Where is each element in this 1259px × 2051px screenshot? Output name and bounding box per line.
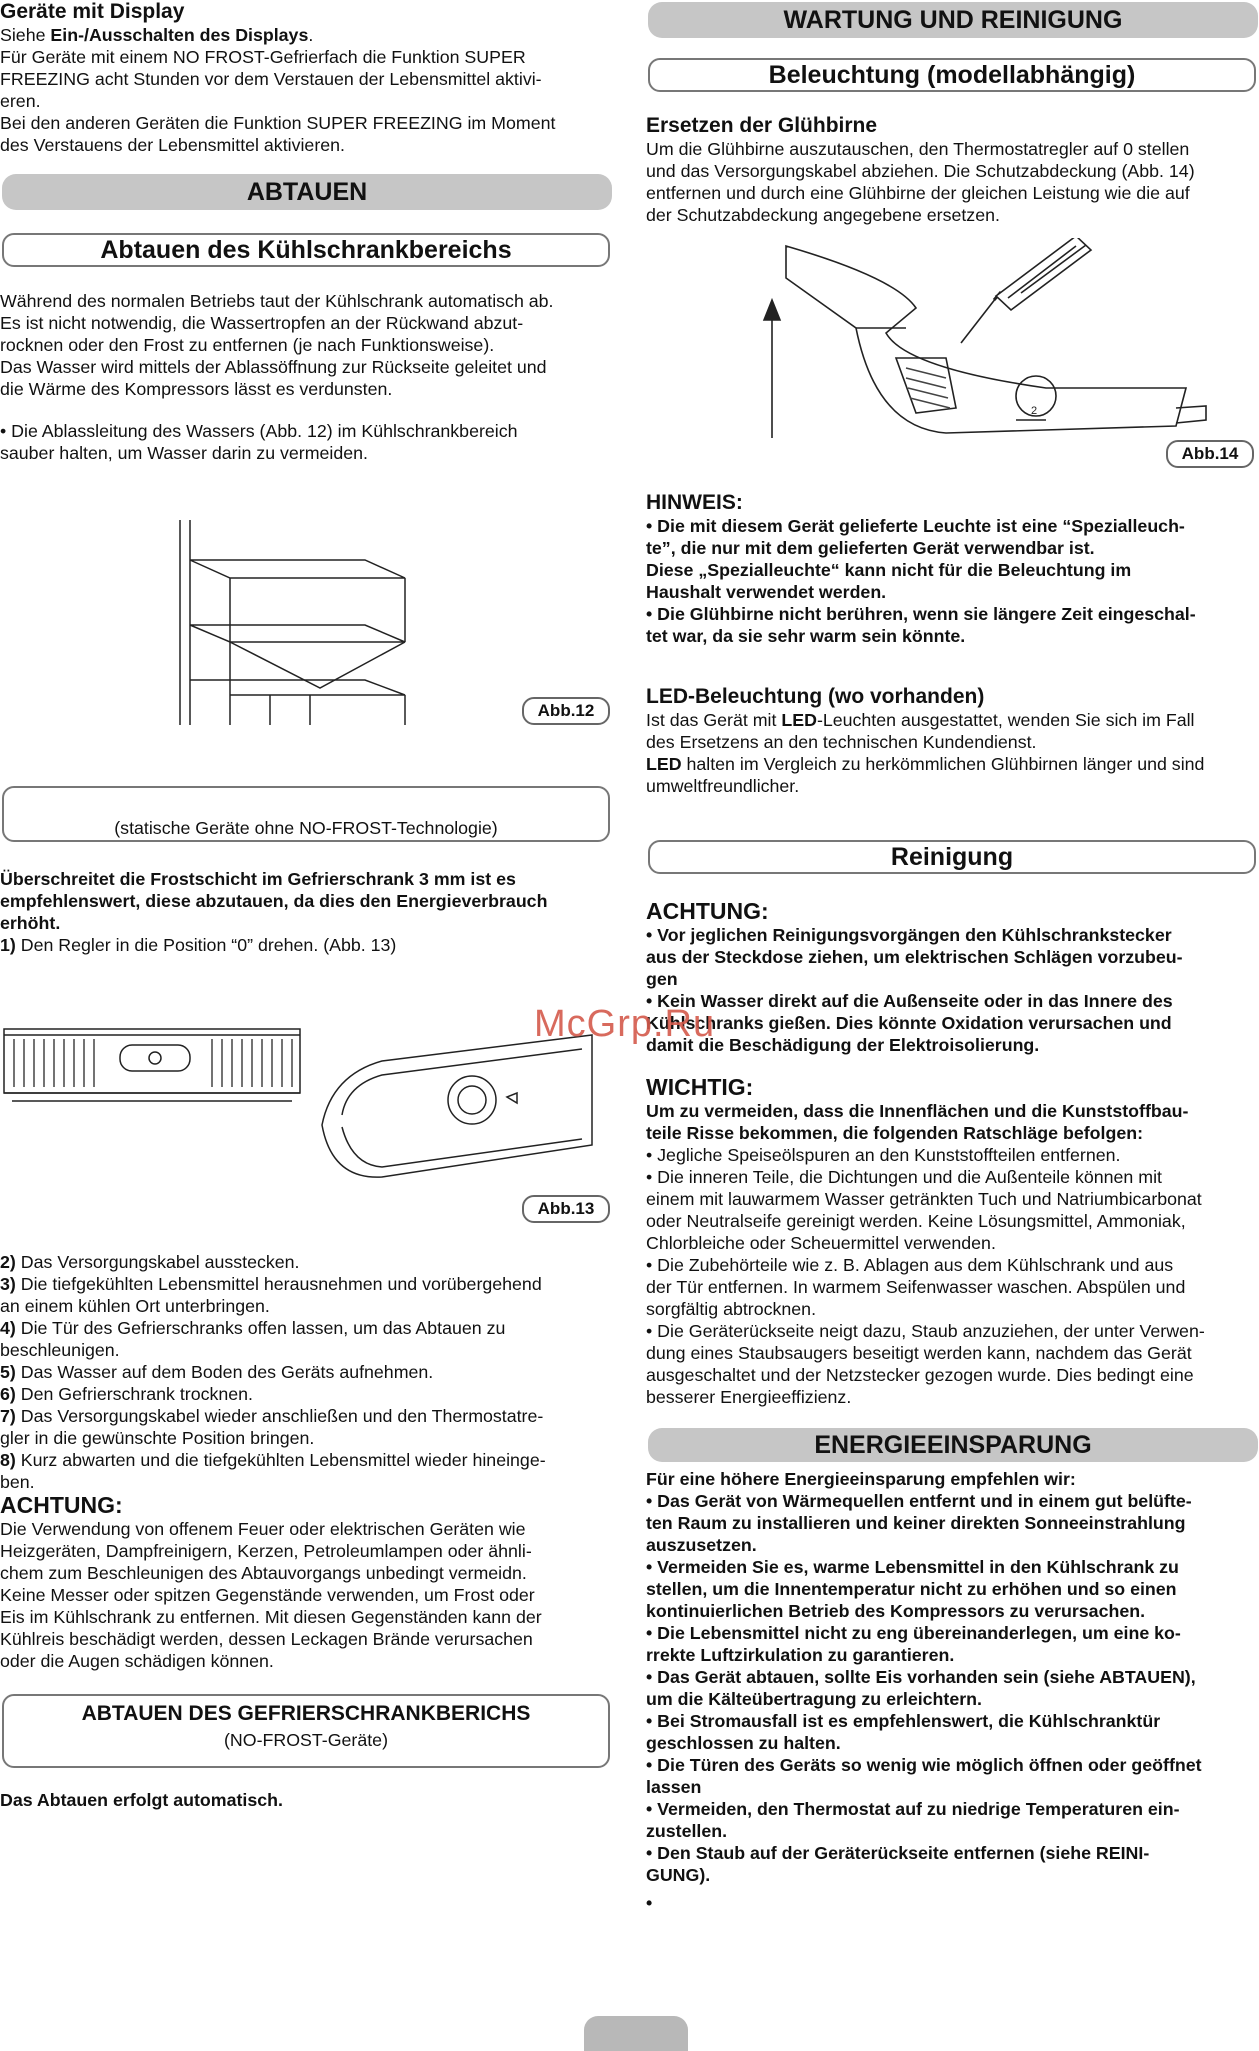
step-num: 3) xyxy=(0,1274,16,1294)
gluehbirne-heading: Ersetzen der Glühbirne xyxy=(646,114,878,137)
step-line xyxy=(0,1295,612,1317)
energie-line: • Das Gerät von Wärmequellen entfernt und in einem gut belüfte- xyxy=(646,1491,1192,1511)
step-line xyxy=(0,1339,612,1361)
achtung-left-line: chem zum Beschleunigen des Abtauvorgangs unbedingt vermeidn. xyxy=(0,1563,527,1583)
hinweis-line: tet war, da sie sehr warm sein könnte. xyxy=(646,626,966,646)
step-text: Kurz abwarten und die tiefgekühlten Lebensmittel wieder hineinge- xyxy=(15,1450,546,1470)
lamp-cover-illustration xyxy=(746,238,1256,473)
wichtig-line: besserer Energieeffizienz. xyxy=(646,1387,852,1407)
auto-defrost xyxy=(0,1789,612,1811)
achtung-left-heading: ACHTUNG: xyxy=(0,1492,123,1518)
shelves-illustration xyxy=(150,520,420,730)
hinweis-line: Haushalt verwendet werden. xyxy=(646,582,887,602)
energie-line: ten Raum zu installieren und keiner direkten Sonneeinstrahlung xyxy=(646,1513,1186,1533)
page-number-tab xyxy=(584,2016,688,2051)
frost-bold-line: erhöht. xyxy=(0,913,61,933)
energie-section-bar: ENERGIEEINSPARUNG xyxy=(648,1428,1258,1462)
frost-bold-line: empfehlenswert, diese abzutauen, da dies den Energieverbrauch xyxy=(0,891,548,911)
wichtig-line: oder Neutralseife gereinigt werden. Keine Lösungsmittel, Ammoniak, xyxy=(646,1211,1186,1231)
wichtig-line: • Jegliche Speiseölspuren an den Kunststoffteilen entfernen. xyxy=(646,1145,1121,1165)
display-line: Für Geräte mit einem NO FROST-Gefrierfach die Funktion SUPER xyxy=(0,47,526,67)
led-line-3 xyxy=(646,753,1258,775)
gefrierschrank-box-title: ABTAUEN DES GEFRIERSCHRANKBERICHS xyxy=(81,1702,531,1725)
energie-line: • Die Lebensmittel nicht zu eng übereinanderlegen, um eine ko- xyxy=(646,1623,1181,1643)
achtung-left-line: oder die Augen schädigen können. xyxy=(0,1651,274,1671)
display-line: Bei den anderen Geräten die Funktion SUPER FREEZING im Moment xyxy=(0,113,556,133)
abb12-tag: Abb.12 xyxy=(522,697,610,725)
step-num: 7) xyxy=(0,1406,16,1426)
energie-last-bullet: • xyxy=(646,1893,653,1913)
wichtig-line: dung eines Staubsaugers beseitigt werden kann, nachdem das Gerät xyxy=(646,1343,1192,1363)
display-line: eren. xyxy=(0,91,41,111)
display-heading: Geräte mit Display xyxy=(0,0,185,23)
led-line-2: des Ersetzens an den technischen Kundendienst. xyxy=(646,732,1037,752)
hinweis-line: te”, die nur mit dem gelieferten Gerät verwendbar ist. xyxy=(646,538,1095,558)
display-line-1-post: . xyxy=(308,25,314,45)
frost-bold-line: Überschreitet die Frostschicht im Gefrierschrank 3 mm ist es xyxy=(0,869,516,889)
achtung-left-line: Die Verwendung von offenem Feuer oder elektrischen Geräten wie xyxy=(0,1519,526,1539)
energie-line: geschlossen zu halten. xyxy=(646,1733,841,1753)
hinweis-line: Diese „Spezialleuchte“ kann nicht für die Beleuchtung im xyxy=(646,560,1132,580)
display-section xyxy=(0,0,612,156)
energie-section xyxy=(646,1468,1258,1914)
energie-line: • Die Türen des Geräts so wenig wie möglich öffnen oder geöffnet xyxy=(646,1755,1202,1775)
gluehbirne-line: Um die Glühbirne auszutauschen, den Thermostatregler auf 0 stellen xyxy=(646,139,1190,159)
kuehl-bullet-line: • Die Ablassleitung des Wassers (Abb. 12) im Kühlschrankbereich xyxy=(0,421,518,441)
step-num: 6) xyxy=(0,1384,16,1404)
wichtig-bold-line: teile Risse bekommen, die folgenden Ratschläge befolgen: xyxy=(646,1123,1143,1143)
hinweis-section xyxy=(646,491,1258,647)
wichtig-section xyxy=(646,1074,1258,1408)
step-text: Das Versorgungskabel ausstecken. xyxy=(15,1252,300,1272)
achtung-right xyxy=(646,898,1258,1056)
step-num: 5) xyxy=(0,1362,16,1382)
step-line xyxy=(0,1449,612,1471)
step-line xyxy=(0,1317,612,1339)
led-line-1-bold: LED xyxy=(781,710,817,730)
energie-line: um die Kälteübertragung zu erleichtern. xyxy=(646,1689,982,1709)
step-1-text: Den Regler in die Position “0” drehen. (Abb. 13) xyxy=(15,935,397,955)
energie-line: Für eine höhere Energieeinsparung empfehlen wir: xyxy=(646,1469,1076,1489)
gluehbirne-line: und das Versorgungskabel abziehen. Die Schutzabdeckung (Abb. 14) xyxy=(646,161,1195,181)
step-line xyxy=(0,1273,612,1295)
wichtig-line: • Die inneren Teile, die Dichtungen und die Außenteile können mit xyxy=(646,1167,1162,1187)
step-line xyxy=(0,1427,612,1449)
achtung-right-line: damit die Beschädigung der Elektroisolierung. xyxy=(646,1035,1040,1055)
abtauen-section-bar: ABTAUEN xyxy=(2,174,612,210)
led-line-3-bold: LED xyxy=(646,754,682,774)
energie-line: lassen xyxy=(646,1777,702,1797)
energie-line: • Den Staub auf der Geräterückseite entfernen (siehe REINI- xyxy=(646,1843,1150,1863)
kuehl-line: Das Wasser wird mittels der Ablassöffnung zur Rückseite geleitet und xyxy=(0,357,547,377)
wichtig-line: ausgeschaltet und der Netzstecker gezogen wurde. Dies bedingt eine xyxy=(646,1365,1194,1385)
frost-text xyxy=(0,868,612,956)
defrost-steps xyxy=(0,1251,612,1493)
step-num: 8) xyxy=(0,1450,16,1470)
hinweis-line: • Die mit diesem Gerät gelieferte Leuchte ist eine “Spezialleuch- xyxy=(646,516,1185,536)
achtung-left-line: Eis im Kühlschrank zu entfernen. Mit diesen Gegenständen kann der xyxy=(0,1607,542,1627)
step-line xyxy=(0,1471,612,1493)
gefrierschrank-box-sub: (NO-FROST-Geräte) xyxy=(224,1730,388,1750)
display-line: des Verstauens der Lebensmittel aktivieren. xyxy=(0,135,345,155)
wichtig-line: • Die Zubehörteile wie z. B. Ablagen aus dem Kühlschrank und aus xyxy=(646,1255,1174,1275)
achtung-left-line: Kühlreis beschädigt werden, dessen Leckagen Brände verursachen xyxy=(0,1629,533,1649)
energie-line: rrekte Luftzirkulation zu garantieren. xyxy=(646,1645,955,1665)
beleuchtung-box: Beleuchtung (modellabhängig) xyxy=(648,58,1256,92)
step-num: 4) xyxy=(0,1318,16,1338)
wichtig-line: Chlorbleiche oder Scheuermittel verwenden. xyxy=(646,1233,996,1253)
kuehl-text xyxy=(0,290,612,400)
wichtig-line: der Tür entfernen. In warmem Seifenwasser waschen. Abspülen und xyxy=(646,1277,1186,1297)
auto-defrost-text: Das Abtauen erfolgt automatisch. xyxy=(0,1790,283,1810)
wartung-section-bar: WARTUNG UND REINIGUNG xyxy=(648,2,1258,38)
achtung-right-heading: ACHTUNG: xyxy=(646,898,769,924)
reinigung-box: Reinigung xyxy=(648,840,1256,874)
achtung-left-line: Heizgeräten, Dampfreinigern, Kerzen, Petroleumlampen oder ähnli- xyxy=(0,1541,532,1561)
achtung-right-line: • Kein Wasser direkt auf die Außenseite oder in das Innere des xyxy=(646,991,1173,1011)
display-line-1-pre: Siehe xyxy=(0,25,51,45)
step-text: an einem kühlen Ort unterbringen. xyxy=(0,1296,270,1316)
abb13-tag: Abb.13 xyxy=(522,1195,610,1223)
led-line-1-pre: Ist das Gerät mit xyxy=(646,710,782,730)
step-text: Die tiefgekühlten Lebensmittel herausnehmen und vorübergehend xyxy=(15,1274,542,1294)
step-line xyxy=(0,1251,612,1273)
step-text: Das Versorgungskabel wieder anschließen und den Thermostatre- xyxy=(15,1406,544,1426)
gluehbirne-section xyxy=(646,114,1258,226)
thermostat-illustration xyxy=(2,1015,612,1190)
achtung-left-line: Keine Messer oder spitzen Gegenstände verwenden, um Frost oder xyxy=(0,1585,535,1605)
step-num: 2) xyxy=(0,1252,16,1272)
kuehlschrank-subheading-box: Abtauen des Kühlschrankbereichs xyxy=(2,233,610,267)
step-text: Die Tür des Gefrierschranks offen lassen, um das Abtauen zu xyxy=(15,1318,506,1338)
led-line-4: umweltfreundlicher. xyxy=(646,776,800,796)
step-line xyxy=(0,1383,612,1405)
step-text: gler in die gewünschte Position bringen. xyxy=(0,1428,315,1448)
kuehl-line: rocknen oder den Frost zu entfernen (je nach Funktionsweise). xyxy=(0,335,495,355)
led-line-1-post: -Leuchten ausgestattet, wenden Sie sich im Fall xyxy=(816,710,1195,730)
achtung-right-line: aus der Steckdose ziehen, um elektrischen Schlägen vorzubeu- xyxy=(646,947,1183,967)
display-line: FREEZING acht Stunden vor dem Verstauen der Lebensmittel aktivi- xyxy=(0,69,542,89)
energie-line: zustellen. xyxy=(646,1821,728,1841)
achtung-right-line: Kühlschranks gießen. Dies könnte Oxidation verursachen und xyxy=(646,1013,1172,1033)
step-line xyxy=(0,1361,612,1383)
wichtig-bold-line: Um zu vermeiden, dass die Innenflächen und die Kunststoffbau- xyxy=(646,1101,1189,1121)
svg-text:2: 2 xyxy=(1031,405,1038,417)
achtung-left xyxy=(0,1492,612,1672)
gefrierschrank-box xyxy=(2,1694,610,1768)
energie-line: kontinuierlichen Betrieb des Kompressors zu verursachen. xyxy=(646,1601,1146,1621)
step-text: beschleunigen. xyxy=(0,1340,120,1360)
step-1 xyxy=(0,934,612,956)
energie-line: GUNG). xyxy=(646,1865,711,1885)
energie-line: • Bei Stromausfall ist es empfehlenswert, die Kühlschranktür xyxy=(646,1711,1161,1731)
kuehl-line: die Wärme des Kompressors lässt es verdunsten. xyxy=(0,379,393,399)
energie-line: • Vermeiden, den Thermostat auf zu niedrige Temperaturen ein- xyxy=(646,1799,1180,1819)
energie-line: stellen, um die Innentemperatur nicht zu erhöhen und so einen xyxy=(646,1579,1177,1599)
energie-line: auszusetzen. xyxy=(646,1535,757,1555)
led-heading: LED-Beleuchtung (wo vorhanden) xyxy=(646,685,985,708)
gluehbirne-line: der Schutzabdeckung angegebene ersetzen. xyxy=(646,205,1000,225)
hinweis-heading: HINWEIS: xyxy=(646,491,743,514)
wichtig-line: sorgfältig abtrocknen. xyxy=(646,1299,817,1319)
step-line xyxy=(0,1405,612,1427)
abb14-tag: Abb.14 xyxy=(1166,440,1254,468)
energie-line: • Das Gerät abtauen, sollte Eis vorhanden sein (siehe ABTAUEN), xyxy=(646,1667,1196,1687)
display-line-1 xyxy=(0,24,612,46)
gluehbirne-line: entfernen und durch eine Glühbirne der gleichen Leistung wie die auf xyxy=(646,183,1190,203)
kuehl-bullet xyxy=(0,420,612,464)
wichtig-heading: WICHTIG: xyxy=(646,1074,754,1100)
display-line-1-bold: Ein-/Ausschalten des Displays xyxy=(50,25,309,45)
led-line-1 xyxy=(646,709,1258,731)
achtung-right-line: • Vor jeglichen Reinigungsvorgängen den Kühlschrankstecker xyxy=(646,925,1172,945)
kuehl-line: Es ist nicht notwendig, die Wassertropfen an der Rückwand abzut- xyxy=(0,313,524,333)
led-line-3-post: halten im Vergleich zu herkömmlichen Glühbirnen länger und sind xyxy=(681,754,1205,774)
hinweis-line: • Die Glühbirne nicht berühren, wenn sie längere Zeit eingeschal- xyxy=(646,604,1196,624)
step-text: Das Wasser auf dem Boden des Geräts aufnehmen. xyxy=(15,1362,434,1382)
wichtig-line: • Die Geräterückseite neigt dazu, Staub anzuziehen, der unter Verwen- xyxy=(646,1321,1205,1341)
step-1-num: 1) xyxy=(0,935,16,955)
wichtig-line: einem mit lauwarmem Wasser getränkten Tuch und Natriumbicarbonat xyxy=(646,1189,1202,1209)
kuehl-line: Während des normalen Betriebs taut der Kühlschrank automatisch ab. xyxy=(0,291,554,311)
achtung-right-line: gen xyxy=(646,969,678,989)
led-section xyxy=(646,685,1258,797)
step-text: ben. xyxy=(0,1472,35,1492)
static-devices-box: (statische Geräte ohne NO-FROST-Technologie) xyxy=(2,786,610,842)
kuehl-bullet-line: sauber halten, um Wasser darin zu vermeiden. xyxy=(0,443,368,463)
watermark: McGrp.Ru xyxy=(534,1003,716,1045)
step-text: Den Gefrierschrank trocknen. xyxy=(15,1384,253,1404)
energie-line: • Vermeiden Sie es, warme Lebensmittel in den Kühlschrank zu xyxy=(646,1557,1179,1577)
